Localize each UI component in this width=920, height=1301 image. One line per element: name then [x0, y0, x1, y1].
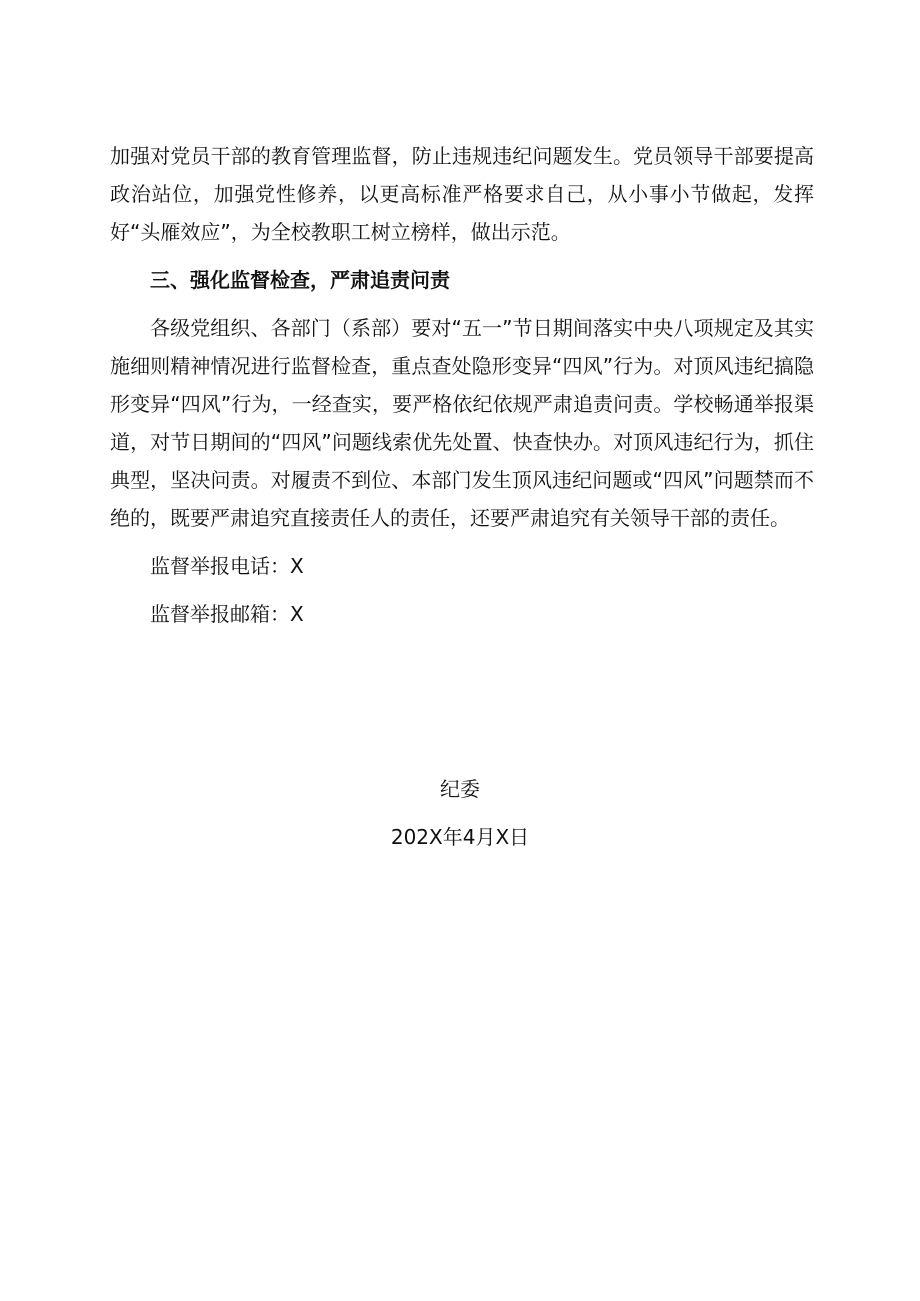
- paragraph-supervision: 各级党组织、各部门（系部）要对“五一”节日期间落实中央八项规定及其实施细则精神情况进行监督检查，重点查处隐形变异“四风”行为。对顶风违纪搞隐形变异“四风”行为，一经查实，要严格依纪依规严肃追责问责。学校畅通举报渠道，对节日期间的“四风”问题线索优先处置、快查快办。对顶风违纪行为，抓住典型，坚决问责。对履责不到位、本部门发生顶风违纪问题或“四风”问题禁而不绝的，既要严肃追究直接责任人的责任，还要严肃追究有关领导干部的责任。: [110, 316, 814, 530]
- section-heading: 三、强化监督检查，严肃追责问责: [150, 268, 450, 292]
- report-email: 监督举报邮箱：X: [150, 602, 304, 626]
- paragraph-continuation: 加强对党员干部的教育管理监督，防止违规违纪问题发生。党员领导干部要提高政治站位，加强党性修养，以更高标准严格要求自己，从小事小节做起，发挥好“头雁效应”，为全校教职工树立榜样，做出示范。: [110, 144, 814, 244]
- signature-block: [350, 770, 570, 856]
- document-body: [110, 137, 814, 633]
- report-phone: 监督举报电话：X: [150, 554, 304, 578]
- signature-date: 202X年4月X日: [390, 825, 530, 849]
- signature-org: 纪委: [440, 777, 480, 801]
